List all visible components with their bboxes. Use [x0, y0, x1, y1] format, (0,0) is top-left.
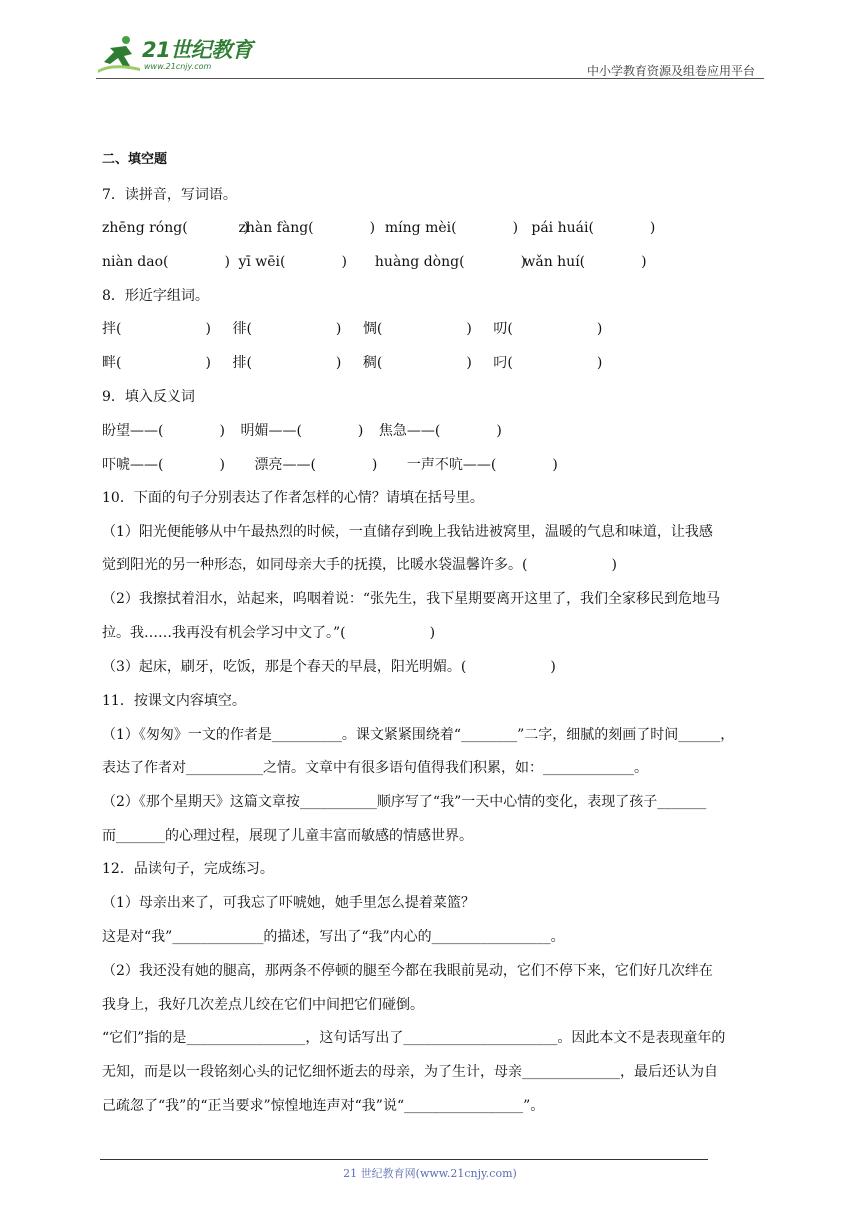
logo-url-text: www.21cnjy.com	[144, 62, 212, 71]
word-group-item: 稠( )	[362, 355, 472, 371]
antonym-item: 焦急——( )	[378, 423, 502, 439]
section-title: 二、填空题	[102, 152, 168, 167]
question-12-answer-2-end: 己疏忽了“我”的“正当要求”惊惶地连声对“我”说“_________________”。	[102, 1098, 545, 1114]
question-12-sentence-2: （2）我还没有她的腿高，那两条不停顿的腿至今都在我眼前晃动，它们不停下来，它们好几次绊在	[102, 963, 713, 979]
question-9-row-2	[102, 454, 558, 476]
pinyin-item: zhàn fàng( )	[238, 220, 376, 236]
question-10-sentence-1-cont: 觉到阳光的另一种形态，如同母亲大手的抚摸，比暖水袋温馨许多。( )	[102, 557, 617, 573]
pinyin-item: wǎn huí( )	[523, 254, 647, 270]
pinyin-item: zhēng róng( )	[102, 220, 250, 236]
platform-tagline: 中小学教育资源及组卷应用平台	[586, 64, 755, 78]
question-11-part-2: （2）《那个星期天》这篇文章按___________顺序写了“我”一天中心情的变化，表现了孩子_______	[102, 794, 707, 810]
word-group-item: 拌( )	[102, 321, 211, 337]
pinyin-item: pái huái( )	[531, 220, 656, 236]
page-header	[0, 0, 860, 80]
question-8-title: 8．形近字组词。	[102, 288, 209, 304]
question-12-answer-2-cont: 无知，而是以一段铭刻心头的记忆细怀逝去的母亲，为了生计，母亲______________，最后还认为自	[102, 1064, 718, 1080]
question-8-row-2	[102, 352, 602, 374]
question-8-row-1	[102, 318, 602, 340]
pinyin-item: yī wēi( )	[238, 254, 347, 270]
runner-logo-icon	[96, 34, 142, 76]
antonym-item: 吓唬——( )	[102, 457, 225, 473]
word-group-item: 叼( )	[493, 355, 603, 371]
question-10-sentence-2-cont: 拉。我……我再没有机会学习中文了。”( )	[102, 625, 436, 641]
question-9-title: 9．填入反义词	[102, 389, 195, 405]
question-10-sentence-1: （1）阳光便能够从中午最热烈的时候，一直储存到晚上我钻进被窝里，温暖的气息和味道，让我感	[102, 524, 713, 540]
question-11-part-1: （1）《匆匆》一文的作者是__________。课文紧紧围绕着“________”二字，细腻的刻画了时间______，	[102, 727, 735, 743]
question-9-row-1	[102, 420, 502, 442]
question-10-sentence-3: （3）起床，刷牙，吃饭，那是个春天的早晨，阳光明媚。( )	[102, 659, 556, 675]
word-group-item: 叨( )	[493, 321, 603, 337]
question-12-sentence-1: （1）母亲出来了，可我忘了吓唬她，她手里怎么提着菜篮？	[102, 895, 475, 911]
site-logo[interactable]	[96, 34, 256, 76]
header-divider	[96, 78, 764, 79]
pinyin-item: niàn dao( )	[102, 254, 230, 270]
footer-divider	[100, 1159, 708, 1160]
word-group-item: 排( )	[232, 355, 342, 371]
antonym-item: 盼望——( )	[102, 423, 225, 439]
question-10-title: 10．下面的句子分别表达了作者怎样的心情？请填在括号里。	[102, 490, 484, 506]
word-group-item: 徘( )	[232, 321, 342, 337]
logo-brand-text: 21世纪教育	[142, 38, 253, 62]
pinyin-item: míng mèi( )	[384, 220, 519, 236]
question-12-answer-1: 这是对“我”_____________的描述，写出了“我”内心的_________________。	[102, 929, 565, 945]
antonym-item: 一声不吭——( )	[406, 457, 558, 473]
footer-link[interactable]: 21 世纪教育网(www.21cnjy.com)	[343, 1167, 517, 1180]
question-7-row-2	[102, 251, 647, 273]
question-7-title: 7．读拼音，写词语。	[102, 187, 237, 203]
antonym-item: 漂亮——( )	[254, 457, 378, 473]
question-10-sentence-2: （2）我擦拭着泪水，站起来，呜咽着说：“张先生，我下星期要离开这里了，我们全家移民到危地马	[102, 591, 721, 607]
question-12-sentence-2-cont: 我身上，我好几次差点儿绞在它们中间把它们碰倒。	[102, 997, 424, 1013]
question-7-row-1	[102, 217, 655, 239]
pinyin-item: huàng dòng( )	[374, 254, 527, 270]
question-11-title: 11．按课文内容填空。	[102, 693, 246, 709]
question-11-part-1-cont: 表达了作者对___________之情。文章中有很多语句值得我们积累，如：_____________。	[102, 760, 648, 776]
word-group-item: 惆( )	[362, 321, 472, 337]
question-12-answer-2: “它们”指的是_________________，这句话写出了______________________。因此本文不是表现童年的	[102, 1030, 726, 1046]
question-12-title: 12．品读句子，完成练习。	[102, 861, 274, 877]
question-11-part-2-cont: 而_______的心理过程，展现了儿童丰富而敏感的情感世界。	[102, 828, 473, 844]
word-group-item: 畔( )	[102, 355, 211, 371]
antonym-item: 明媚——( )	[240, 423, 364, 439]
